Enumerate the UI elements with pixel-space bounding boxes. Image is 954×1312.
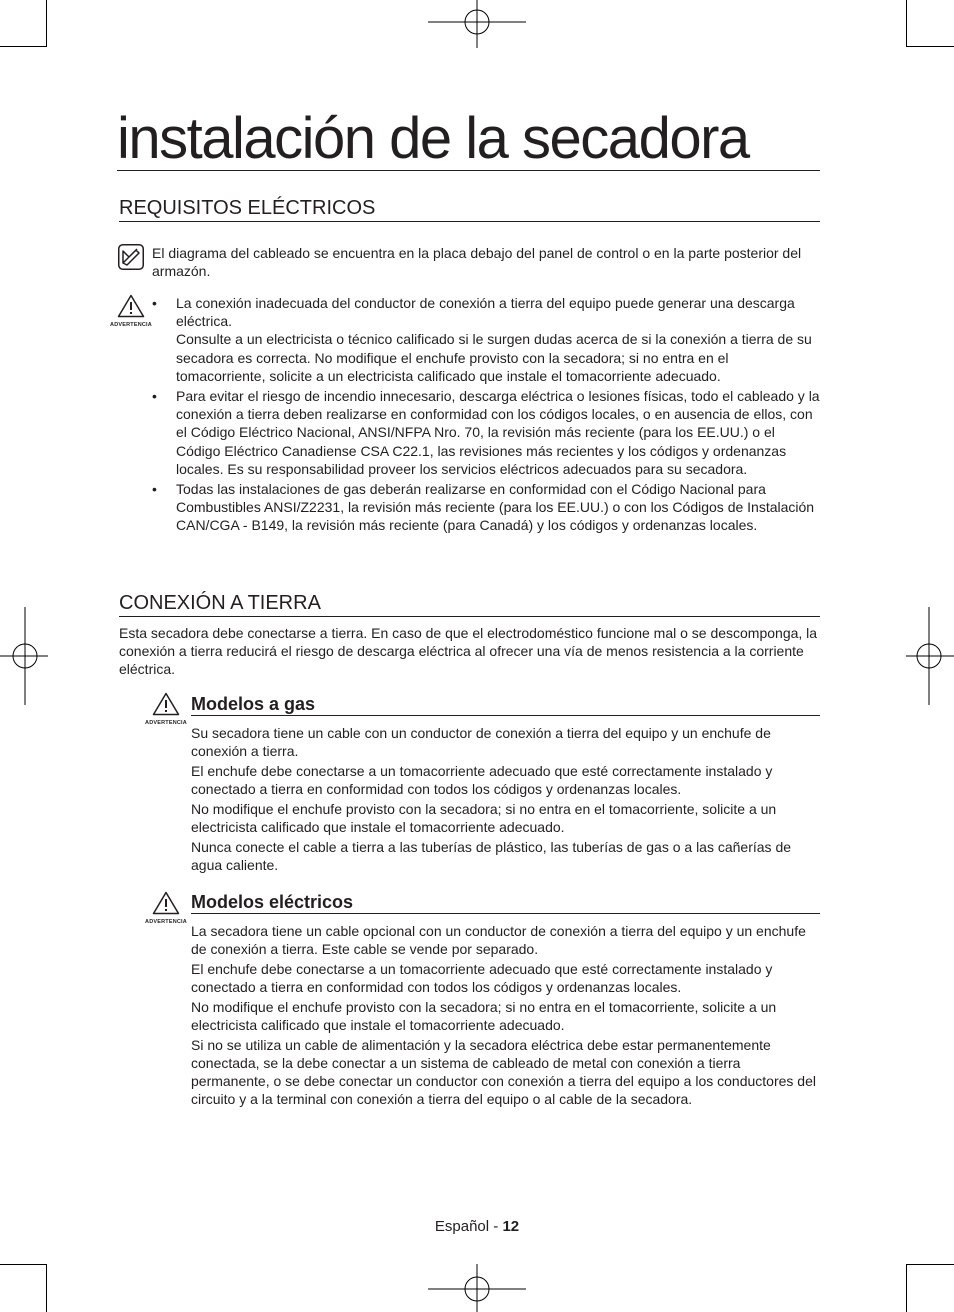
registration-mark-bottom — [428, 1264, 526, 1312]
warning-label: ADVERTENCIA — [110, 322, 152, 328]
paragraph: No modifique el enchufe provisto con la secadora; si no entra en el tomacorriente, solicite a un electricista calificado que instale el tomacorriente adecuado. — [191, 998, 777, 1034]
warning-label: ADVERTENCIA — [145, 720, 187, 726]
warning-badge — [105, 294, 157, 328]
warning-triangle-icon — [152, 692, 180, 716]
warning-bullet-list — [152, 294, 820, 537]
warning-triangle-icon — [152, 891, 180, 915]
list-item — [152, 294, 820, 385]
crop-mark — [907, 1264, 954, 1265]
crop-mark — [46, 0, 47, 47]
page-footer — [0, 1218, 954, 1235]
list-item — [152, 480, 820, 535]
paragraph: El enchufe debe conectarse a un tomacorriente adecuado que esté correctamente instalado y conectado a tierra en conformidad con todos los códigos y ordenanzas locales. — [191, 960, 773, 996]
paragraph: Si no se utiliza un cable de alimentación y la secadora eléctrica debe estar permanentemente conectada, se la debe conectar a un sistema de cableado de metal con conexión a tierra permanente, o se debe conectar un conductor con conexión a tierra del equipo a los conductores del circuito y a la terminal con conexión a tierra del equipo o al cable de la secadora. — [191, 1036, 816, 1108]
crop-mark — [46, 1264, 47, 1312]
paragraph: El enchufe debe conectarse a un tomacorriente adecuado que esté correctamente instalado y conectado a tierra en conformidad con todos los códigos y ordenanzas locales. — [191, 762, 773, 798]
section-heading-grounding: CONEXIÓN A TIERRA — [119, 591, 820, 617]
crop-mark — [0, 46, 47, 47]
bullet-line: • Todas las instalaciones de gas deberán realizarse en conformidad con el Código Nacional para Combustibles ANSI/Z2231, la revisión más reciente (para los EE.UU.) o con los Códigos de Instalación CAN/CGA - B149, la revisión más reciente (para Canadá) y los códigos y ordenanzas locales. — [176, 481, 815, 534]
registration-mark-left — [0, 607, 48, 705]
list-item — [152, 387, 820, 478]
crop-mark — [0, 1264, 47, 1265]
page-number: 12 — [502, 1218, 520, 1235]
grounding-intro: Esta secadora debe conectarse a tierra. En caso de que el electrodoméstico funcione mal o se descomponga, la conexión a tierra reducirá el riesgo de descarga eléctrica al ofrecer una vía de menos resistencia a la corriente eléctrica. — [119, 625, 818, 678]
crop-mark — [906, 1264, 907, 1312]
page-title: instalación de la secadora — [117, 108, 820, 171]
paragraph: La secadora tiene un cable opcional con un conductor de conexión a tierra del equipo y un enchufe de conexión a tierra. Este cable se vende por separado. — [191, 923, 806, 958]
footer-separator: - — [489, 1218, 503, 1235]
gas-models-body — [191, 724, 820, 876]
note-text: El diagrama del cableado se encuentra en la placa debajo del panel de control o en la parte posterior del armazón. — [152, 245, 802, 280]
warning-triangle-icon — [117, 294, 145, 318]
registration-mark-right — [906, 607, 954, 705]
crop-mark — [906, 0, 907, 47]
subheading-gas-models: Modelos a gas — [191, 693, 820, 716]
warning-badge — [140, 692, 192, 726]
paragraph: Su secadora tiene un cable con un conductor de conexión a tierra del equipo y un enchufe de conexión a tierra. — [191, 725, 771, 760]
electric-models-body — [191, 922, 820, 1110]
note-pencil-icon — [118, 244, 144, 270]
crop-mark — [907, 46, 954, 47]
paragraph: No modifique el enchufe provisto con la secadora; si no entra en el tomacorriente, solicite a un electricista calificado que instale el tomacorriente adecuado. — [191, 800, 777, 836]
bullet-line: • La conexión inadecuada del conductor de conexión a tierra del equipo puede generar una descarga eléctrica. — [176, 295, 795, 330]
bullet-line: • Para evitar el riesgo de incendio innecesario, descarga eléctrica o lesiones físicas, todo el cableado y la conexión a tierra deben realizarse en conformidad con los códigos locales, o en ausencia de ellos, con el Código Eléctrico Nacional, ANSI/NFPA Nro. 70, la revisión más reciente (para los EE.UU.) o el Código Eléctrico Canadiense CSA C22.1, las revisiones más recientes y los códigos y ordenanzas locales. Es su responsabilidad proveer los servicios eléctricos adecuados para su secadora. — [176, 388, 820, 477]
bullet-line: Consulte a un electricista o técnico calificado si le surgen dudas acerca de si la conexión a tierra de su secadora es correcta. No modifique el enchufe provisto con la secadora; si no entra en el tomacorriente, solicite a un electricista calificado que instale el tomacorriente adecuado. — [176, 331, 812, 384]
warning-label: ADVERTENCIA — [145, 919, 187, 925]
registration-mark-top — [428, 0, 526, 48]
paragraph: Nunca conecte el cable a tierra a las tuberías de plástico, las tuberías de gas o a las cañerías de agua caliente. — [191, 838, 792, 873]
section-heading-electrical: REQUISITOS ELÉCTRICOS — [119, 196, 820, 222]
footer-language: Español — [434, 1218, 490, 1235]
subheading-electric-models: Modelos eléctricos — [191, 891, 820, 914]
warning-badge — [140, 891, 192, 925]
